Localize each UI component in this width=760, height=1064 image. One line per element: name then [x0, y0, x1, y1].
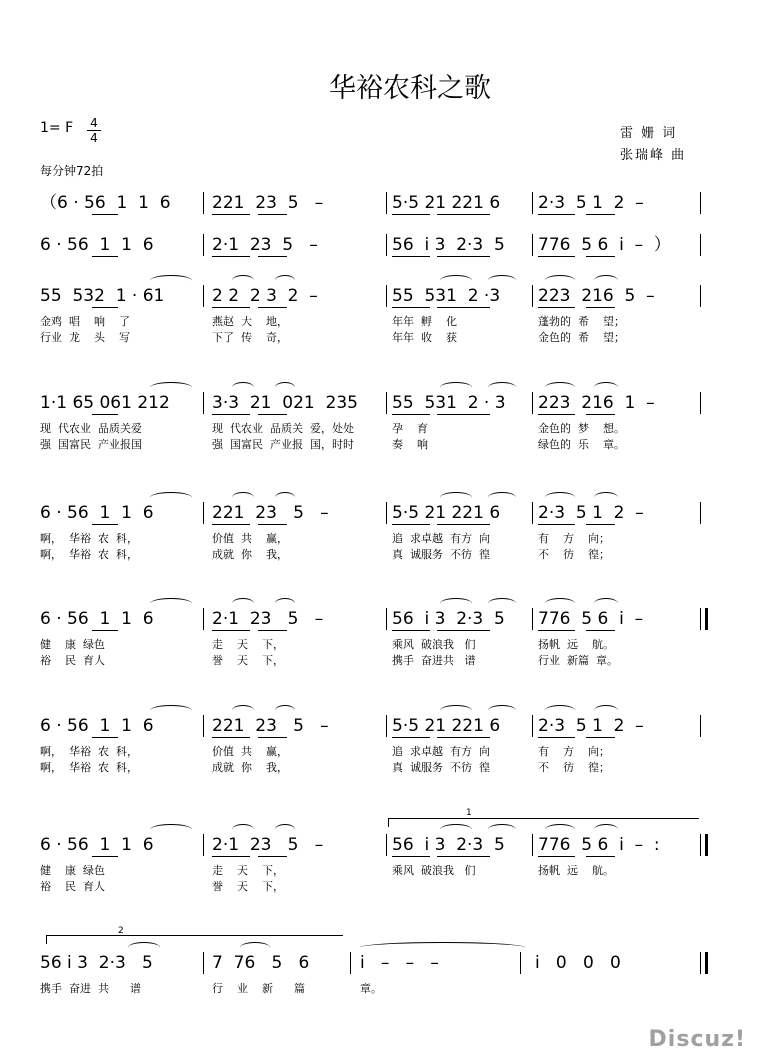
beam-line [538, 856, 575, 857]
measure-notes: i – – – [360, 953, 439, 973]
lyric-text: 金色的 希 望； [538, 331, 625, 344]
lyric-text: 追 求卓越 有方 向 [392, 532, 490, 545]
slur-arc [488, 598, 516, 609]
measure-notes: 2·3 5 1 2 – [538, 503, 644, 523]
lyric-text: 价值 共 赢， [212, 745, 288, 758]
lyric-text: 年年 收 获 [392, 331, 457, 344]
lyric-text: 行业 新篇 章。 [538, 654, 618, 667]
time-top: 4 [90, 116, 98, 130]
beam-line [437, 737, 490, 738]
lyric-text: 年年 孵 化 [392, 315, 457, 328]
slur-arc [594, 492, 618, 503]
slur-arc [440, 275, 472, 286]
beam-line [258, 524, 287, 525]
barline [203, 502, 204, 524]
slur-arc [488, 382, 516, 393]
slur-arc [488, 492, 516, 503]
barline [700, 392, 701, 414]
beam-line [258, 737, 287, 738]
beam-line [392, 256, 430, 257]
beam-line [258, 307, 287, 308]
beam-line [538, 630, 575, 631]
barline [700, 834, 708, 856]
lyric-text: 有 方 向； [538, 532, 610, 545]
watermark: Discuz! [648, 1027, 746, 1052]
measure-notes: 56 i 3 2·3 5 [392, 609, 505, 629]
tempo-marking: 每分钟72拍 [40, 164, 104, 178]
barline [203, 715, 204, 737]
beam-line [392, 737, 430, 738]
measure-notes: 2·1 23 5 – [212, 235, 318, 255]
barline [700, 285, 701, 307]
slur-arc [440, 492, 472, 503]
measure-notes: 223 216 1 – [538, 393, 655, 413]
beam-line [437, 214, 490, 215]
slur-arc [232, 275, 254, 286]
barline [386, 834, 387, 856]
lyric-text: 金色的 梦 想。 [538, 422, 625, 435]
beam-line [586, 856, 615, 857]
volta-number-2: 2 [118, 926, 124, 936]
beam-line [258, 630, 287, 631]
lyric-text: 乘风 破浪我 们 [392, 638, 476, 651]
notation-row [0, 232, 760, 258]
barline [700, 608, 708, 630]
lyric-text: 现 代农业 品质关爱 [40, 422, 142, 435]
measure-notes: 223 216 5 – [538, 286, 655, 306]
beam-line [586, 524, 615, 525]
slur-arc [150, 492, 192, 503]
slur-arc [275, 598, 295, 609]
slur-arc [545, 492, 575, 503]
measure-notes: 55 531 2 · 3 [392, 393, 506, 413]
notation-row [0, 500, 760, 526]
measure-notes: 5·5 21 221 6 [392, 193, 501, 213]
volta-bracket-2 [46, 935, 343, 944]
beam-line [92, 307, 118, 308]
lyric-text: 成就 你 我， [212, 761, 288, 774]
slur-arc [545, 705, 575, 716]
notation-row [0, 832, 760, 858]
measure-notes: 56 i 3 2·3 5 [392, 235, 505, 255]
lyric-text: 强 国富民 产业报 国，时时 [212, 438, 354, 451]
beam-line [538, 737, 575, 738]
barline [386, 502, 387, 524]
barline [700, 234, 701, 256]
barline [203, 952, 204, 974]
slur-arc [232, 598, 254, 609]
lyric-text: 啊， 华裕 农 科， [40, 532, 138, 545]
barline [532, 608, 533, 630]
beam-line [212, 256, 250, 257]
barline [386, 608, 387, 630]
measure-notes: 776 5 6 i – ） [538, 235, 671, 255]
measure-notes: 3·3 21 021 235 [212, 393, 358, 413]
beam-line [586, 256, 615, 257]
beam-line [437, 307, 490, 308]
lyric-text: 乘风 破浪我 们 [392, 864, 476, 877]
beam-line [92, 414, 118, 415]
barline [532, 715, 533, 737]
barline [700, 715, 701, 737]
slur-arc [440, 705, 472, 716]
lyric-text: 成就 你 我， [212, 548, 288, 561]
measure-notes: 6 · 56 1 1 6 [40, 716, 154, 736]
beam-line [92, 524, 118, 525]
time-bottom: 4 [90, 131, 98, 145]
measure-notes: 6 · 56 1 1 6 [40, 609, 154, 629]
beam-line [212, 307, 250, 308]
measure-notes: 776 5 6 i – : [538, 835, 660, 855]
slur-arc [545, 275, 575, 286]
slur-arc [232, 705, 254, 716]
slur-arc [545, 598, 575, 609]
barline [203, 285, 204, 307]
slur-arc [150, 382, 192, 393]
beam-line [586, 737, 615, 738]
lyric-text: 裕 民 育人 [40, 654, 105, 667]
slur-arc [150, 598, 192, 609]
notation-row [0, 283, 760, 309]
notation-row [0, 390, 760, 416]
beam-line [92, 856, 118, 857]
measure-notes: 221 23 5 – [212, 716, 329, 736]
barline [532, 192, 533, 214]
lyric-text: 有 方 向； [538, 745, 610, 758]
beam-line [538, 214, 575, 215]
beam-line [538, 414, 575, 415]
beam-line [258, 256, 287, 257]
barline [386, 715, 387, 737]
lyric-text: 携手 奋进 共 谱 [40, 982, 141, 995]
beam-line [92, 630, 118, 631]
beam-line [92, 737, 118, 738]
lyric-text: 健 康 绿色 [40, 638, 105, 651]
lyric-text: 健 康 绿色 [40, 864, 105, 877]
lyric-text: 真 诚服务 不彷 徨 [392, 761, 490, 774]
slur-arc [232, 824, 254, 835]
beam-line [586, 630, 615, 631]
time-signature [87, 117, 101, 144]
beam-line [392, 856, 430, 857]
barline [386, 192, 387, 214]
song-title: 华裕农科之歌 [329, 73, 491, 104]
volta-bracket-1 [388, 818, 699, 827]
lyric-text: 奏 响 [392, 438, 428, 451]
barline [700, 952, 708, 974]
slur-arc [150, 824, 192, 835]
measure-notes: 55 532 1 · 61 [40, 286, 165, 306]
lyric-text: 誉 天 下， [212, 880, 284, 893]
measure-notes: 6 · 56 1 1 6 [40, 235, 154, 255]
measure-notes: 221 23 5 – [212, 503, 329, 523]
lyric-text: 绿色的 乐 章。 [538, 438, 625, 451]
barline [350, 952, 351, 974]
barline [532, 234, 533, 256]
beam-line [538, 524, 575, 525]
slur-arc [275, 492, 295, 503]
slur-arc [488, 275, 516, 286]
beam-line [212, 630, 250, 631]
slur-arc [594, 598, 618, 609]
lyric-text: 携手 奋进共 谱 [392, 654, 476, 667]
barline [203, 834, 204, 856]
lyric-text: 行业 龙 头 写 [40, 331, 130, 344]
beam-line [586, 214, 615, 215]
beam-line [437, 256, 490, 257]
beam-line [586, 414, 615, 415]
lyric-text: 啊， 华裕 农 科， [40, 761, 138, 774]
lyric-text: 走 天 下， [212, 864, 284, 877]
key-signature: 1= F [40, 120, 74, 136]
beam-line [258, 414, 287, 415]
measure-notes: 221 23 5 – [212, 193, 324, 213]
barline [386, 392, 387, 414]
measure-notes: i 0 0 0 [535, 953, 621, 973]
lyric-text: 行 业 新 篇 [212, 982, 305, 995]
beam-line [586, 307, 615, 308]
slur-arc [275, 705, 295, 716]
beam-line [392, 414, 430, 415]
barline [532, 502, 533, 524]
lyric-text: 蓬勃的 希 望； [538, 315, 625, 328]
measure-notes: 56 i 3 2·3 5 [392, 835, 505, 855]
lyric-text: 现 代农业 品质关 爱，处处 [212, 422, 354, 435]
measure-notes: 6 · 56 1 1 6 [40, 835, 154, 855]
barline [520, 952, 521, 974]
slur-arc [275, 824, 295, 835]
beam-line [392, 214, 430, 215]
slur-arc [232, 492, 254, 503]
measure-notes: 2·3 5 1 2 – [538, 716, 644, 736]
lyric-text: 誉 天 下， [212, 654, 284, 667]
lyric-text: 啊， 华裕 农 科， [40, 745, 138, 758]
beam-line [392, 307, 430, 308]
measure-notes: 2·3 5 1 2 – [538, 193, 644, 213]
beam-line [258, 856, 287, 857]
barline [532, 392, 533, 414]
beam-line [258, 214, 287, 215]
measure-notes: （6 · 56 1 1 6 [40, 193, 171, 213]
slur-arc [594, 275, 618, 286]
barline [203, 234, 204, 256]
barline [203, 192, 204, 214]
slur-arc [594, 705, 618, 716]
notation-row [0, 190, 760, 216]
beam-line [538, 307, 575, 308]
lyric-text: 扬帆 远 航。 [538, 864, 614, 877]
measure-notes: 55 531 2 ·3 [392, 286, 501, 306]
notation-row [0, 606, 760, 632]
beam-line [392, 524, 430, 525]
beam-line [437, 856, 490, 857]
slur-arc [150, 275, 192, 286]
lyric-text: 燕赵 大 地， [212, 315, 288, 328]
barline [203, 608, 204, 630]
lyricist-credit: 雷 姗 词 [620, 126, 678, 141]
measure-notes: 5·5 21 221 6 [392, 503, 501, 523]
measure-notes: 2·1 23 5 – [212, 609, 324, 629]
barline [532, 285, 533, 307]
notation-row [0, 950, 760, 976]
beam-line [212, 414, 250, 415]
volta-number-1: 1 [466, 808, 472, 818]
measure-notes: 2·1 23 5 – [212, 835, 324, 855]
lyric-text: 价值 共 赢， [212, 532, 288, 545]
lyric-text: 不 彷 徨； [538, 761, 610, 774]
barline [386, 285, 387, 307]
measure-notes: 5·5 21 221 6 [392, 716, 501, 736]
lyric-text: 下了 传 奇， [212, 331, 288, 344]
barline [203, 392, 204, 414]
beam-line [392, 630, 430, 631]
measure-notes: 56 i 3 2·3 5 [40, 953, 153, 973]
slur-arc [488, 705, 516, 716]
lyric-text: 追 求卓越 有方 向 [392, 745, 490, 758]
beam-line [212, 856, 250, 857]
measure-notes: 6 · 56 1 1 6 [40, 503, 154, 523]
beam-line [92, 214, 118, 215]
barline [700, 502, 701, 524]
barline [700, 192, 701, 214]
slur-arc [545, 382, 575, 393]
lyric-text: 扬帆 远 航。 [538, 638, 614, 651]
barline [386, 234, 387, 256]
beam-line [92, 256, 118, 257]
measure-notes: 1·1 65 061 212 [40, 393, 170, 413]
beam-line [212, 524, 250, 525]
lyric-text: 啊， 华裕 农 科， [40, 548, 138, 561]
measure-notes: 776 5 6 i – [538, 609, 644, 629]
measure-notes: 2 2 2 3 2 – [212, 286, 318, 306]
lyric-text: 走 天 下， [212, 638, 284, 651]
lyric-text: 裕 民 育人 [40, 880, 105, 893]
beam-line [538, 256, 575, 257]
slur-arc [594, 382, 618, 393]
measure-notes: 7 76 5 6 [212, 953, 310, 973]
slur-arc [275, 382, 295, 393]
composer-credit: 张瑞峰 曲 [620, 148, 687, 163]
lyric-text: 章。 [360, 982, 382, 995]
slur-arc [232, 382, 254, 393]
slur-arc [150, 705, 192, 716]
lyric-text: 强 国富民 产业报国 [40, 438, 142, 451]
slur-arc [440, 598, 472, 609]
barline [532, 834, 533, 856]
lyric-text: 金鸡 唱 响 了 [40, 315, 130, 328]
beam-line [437, 630, 490, 631]
notation-row [0, 713, 760, 739]
lyric-text: 不 彷 徨； [538, 548, 610, 561]
slur-arc [360, 942, 525, 953]
beam-line [437, 414, 490, 415]
lyric-text: 孕 育 [392, 422, 428, 435]
lyric-text: 真 诚服务 不彷 徨 [392, 548, 490, 561]
slur-arc [440, 382, 472, 393]
beam-line [212, 737, 250, 738]
slur-arc [275, 275, 295, 286]
beam-line [437, 524, 490, 525]
beam-line [212, 214, 250, 215]
